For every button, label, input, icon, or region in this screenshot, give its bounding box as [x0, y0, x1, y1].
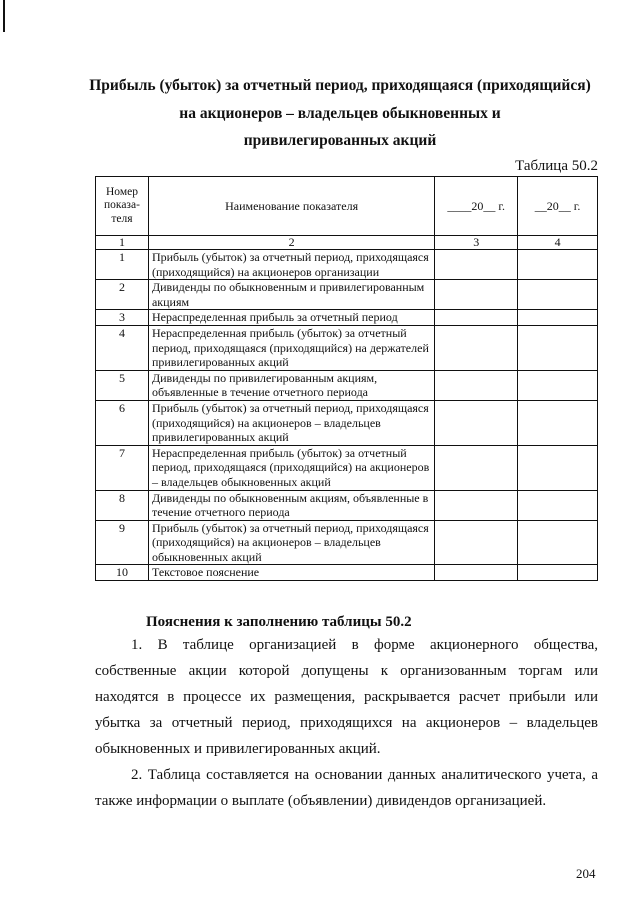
indicator-name: Прибыль (убыток) за отчетный период, приходящаяся (приходящийся) на акционеров организации: [148, 250, 434, 280]
table-row: [96, 325, 598, 370]
value-period-previous: [518, 565, 598, 581]
table-row: [96, 310, 598, 326]
indicator-name: Дивиденды по обыкновенным и привилегированным акциям: [148, 280, 434, 310]
indicator-name: Дивиденды по привилегированным акциям, объявленные в течение отчетного периода: [148, 370, 434, 400]
value-period-current: [435, 250, 518, 280]
value-period-current: [435, 445, 518, 490]
table-row: [96, 565, 598, 581]
indicator-name: Нераспределенная прибыль за отчетный период: [148, 310, 434, 326]
value-period-previous: [518, 445, 598, 490]
value-period-previous: [518, 490, 598, 520]
indicator-number: 4: [96, 325, 149, 370]
indicator-number: 6: [96, 400, 149, 445]
indicator-name: Нераспределенная прибыль (убыток) за отчетный период, приходящаяся (приходящийся) на акционеров – владельцев обыкновенных акций: [148, 445, 434, 490]
column-index: 1: [96, 236, 149, 250]
column-index-row: [96, 236, 598, 250]
value-period-current: [435, 370, 518, 400]
indicator-number: 7: [96, 445, 149, 490]
explanation-paragraph-1: [95, 632, 598, 762]
value-period-previous: [518, 400, 598, 445]
value-period-previous: [518, 370, 598, 400]
explanations-title: Пояснения к заполнению таблицы 50.2: [146, 614, 412, 630]
column-index: 4: [518, 236, 598, 250]
table-row: [96, 490, 598, 520]
table-row: [96, 520, 598, 565]
table-header-row: [96, 177, 598, 236]
indicator-name: Дивиденды по обыкновенным акциям, объявленные в течение отчетного периода: [148, 490, 434, 520]
value-period-current: [435, 565, 518, 581]
header-indicator-number: Номер показа-теля: [96, 177, 149, 236]
value-period-current: [435, 310, 518, 326]
table-row: [96, 445, 598, 490]
indicator-name: Прибыль (убыток) за отчетный период, приходящаяся (приходящийся) на акционеров – владельцев привилегированных акций: [148, 400, 434, 445]
indicator-name: Нераспределенная прибыль (убыток) за отчетный период, приходящаяся (приходящийся) на держателей привилегированных акций: [148, 325, 434, 370]
title-line-3: привилегированных акций: [243, 132, 437, 149]
explanation-paragraph-2: [95, 762, 598, 814]
indicator-number: 2: [96, 280, 149, 310]
table-row: [96, 280, 598, 310]
value-period-previous: [518, 325, 598, 370]
indicators-table: [95, 176, 598, 581]
column-index: 2: [148, 236, 434, 250]
indicator-number: 9: [96, 520, 149, 565]
header-period-previous: __20__ г.: [518, 177, 598, 236]
value-period-previous: [518, 250, 598, 280]
header-indicator-name: Наименование показателя: [148, 177, 434, 236]
table-row: [96, 400, 598, 445]
indicator-number: 8: [96, 490, 149, 520]
margin-mark: [3, 0, 5, 32]
title-line-2: на акционеров – владельцев обыкновенных и: [179, 105, 501, 122]
value-period-previous: [518, 310, 598, 326]
explanation-text-1: 1. В таблице организацией в форме акционерного общества, собственные акции которой допущены к организованным торгам или находятся в процессе их размещения, раскрывается расчет прибыли или убытка за отчетный период, приходящихся на акционеров – владельцев обыкновенных и привилегированных акций.: [95, 637, 598, 757]
value-period-previous: [518, 520, 598, 565]
page-number: 204: [576, 866, 596, 881]
indicator-number: 1: [96, 250, 149, 280]
title-line-1: Прибыль (убыток) за отчетный период, приходящаяся (приходящийся): [89, 77, 591, 94]
value-period-previous: [518, 280, 598, 310]
indicator-name: Текстовое пояснение: [148, 565, 434, 581]
indicator-number: 5: [96, 370, 149, 400]
value-period-current: [435, 280, 518, 310]
indicator-number: 10: [96, 565, 149, 581]
table-row: [96, 250, 598, 280]
explanation-text-2: 2. Таблица составляется на основании данных аналитического учета, а также информации о выплате (объявлении) дивидендов организацией.: [95, 767, 598, 809]
value-period-current: [435, 490, 518, 520]
indicator-name: Прибыль (убыток) за отчетный период, приходящаяся (приходящийся) на акционеров – владельцев обыкновенных акций: [148, 520, 434, 565]
header-period-current: ____20__ г.: [435, 177, 518, 236]
value-period-current: [435, 520, 518, 565]
table-label: Таблица 50.2: [515, 158, 598, 174]
column-index: 3: [435, 236, 518, 250]
value-period-current: [435, 325, 518, 370]
indicator-number: 3: [96, 310, 149, 326]
table-row: [96, 370, 598, 400]
value-period-current: [435, 400, 518, 445]
